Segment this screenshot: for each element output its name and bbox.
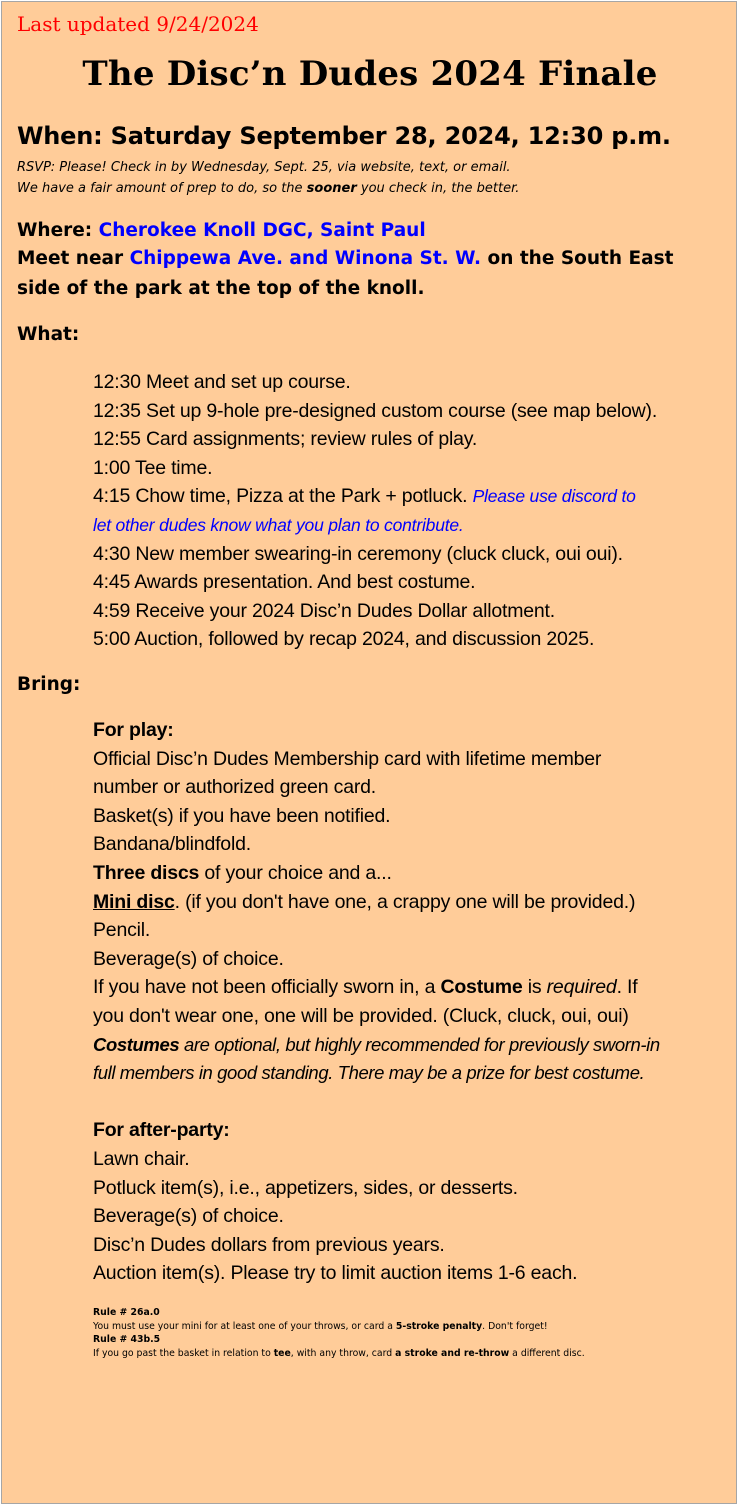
bring-item: Basket(s) if you have been notified.	[93, 804, 391, 827]
after-party-item: Disc’n Dudes dollars from previous years.	[93, 1233, 445, 1256]
rsvp-note: We have a fair amount of prep to do, so the sooner you check in, the better.	[17, 181, 520, 196]
costumes-note-cont: full members in good standing. There may be a prize for best costume.	[93, 1062, 645, 1084]
bring-item: Beverage(s) of choice.	[93, 947, 284, 970]
rsvp-line: RSVP: Please! Check in by Wednesday, Sept. 25, via website, text, or email.	[17, 160, 511, 175]
sooner-emphasis: sooner	[306, 181, 357, 196]
bring-item-discs: Three discs of your choice and a...	[93, 861, 392, 884]
location-name: Cherokee Knoll DGC, Saint Paul	[98, 220, 426, 241]
schedule-item: 12:35 Set up 9-hole pre-designed custom course (see map below).	[93, 399, 658, 422]
meet-line-2: side of the park at the top of the knoll.	[17, 278, 425, 299]
where-line: Where: Cherokee Knoll DGC, Saint Paul	[17, 220, 426, 241]
schedule-item: 4:59 Receive your 2024 Disc’n Dudes Dollar allotment.	[93, 599, 555, 622]
schedule-item: 4:30 New member swearing-in ceremony (cluck cluck, oui oui).	[93, 542, 623, 565]
schedule-item: 12:55 Card assignments; review rules of play.	[93, 428, 478, 451]
bring-item: Pencil.	[93, 919, 151, 942]
spacer	[93, 1088, 725, 1117]
after-party-heading: For after-party:	[93, 1119, 230, 1142]
bring-item: Official Disc’n Dudes Membership card with lifetime member	[93, 747, 602, 770]
schedule-item-chow: 4:15 Chow time, Pizza at the Park + potluck. Please use discord to	[93, 485, 636, 508]
last-updated: Last updated 9/24/2024	[17, 12, 259, 36]
schedule-item: 4:45 Awards presentation. And best costume.	[93, 571, 476, 594]
meet-line: Meet near Chippewa Ave. and Winona St. W. on the South East	[17, 248, 674, 269]
schedule-item: 5:00 Auction, followed by recap 2024, and discussion 2025.	[93, 628, 595, 651]
rule-heading: Rule # 43b.5	[93, 1334, 161, 1345]
rule-text: You must use your mini for at least one of your throws, or card a 5-stroke penalty. Don't forget!	[93, 1320, 548, 1332]
rules-block	[93, 1306, 585, 1360]
flyer-page	[1, 1, 737, 1504]
bring-item-mini: Mini disc. (if you don't have one, a crappy one will be provided.)	[93, 890, 636, 913]
rule-heading: Rule # 26a.0	[93, 1307, 160, 1318]
discord-note-cont: let other dudes know what you plan to contribute.	[93, 514, 464, 535]
bring-item-costume-cont: you don't wear one, one will be provided. (Cluck, cluck, oui, oui)	[93, 1004, 629, 1027]
bring-heading: Bring:	[17, 674, 81, 695]
after-party-item: Potluck item(s), i.e., appetizers, sides, or desserts.	[93, 1176, 518, 1199]
meet-streets: Chippewa Ave. and Winona St. W.	[129, 248, 482, 269]
costumes-note: Costumes are optional, but highly recommended for previously sworn-in	[93, 1033, 660, 1055]
bring-item-cont: number or authorized green card.	[93, 776, 377, 799]
after-party-item: Auction item(s). Please try to limit auction items 1-6 each.	[93, 1262, 578, 1285]
after-party-item: Beverage(s) of choice.	[93, 1205, 284, 1228]
schedule-item: 1:00 Tee time.	[93, 456, 213, 479]
bring-item-costume: If you have not been officially sworn in, a Costume is required. If	[93, 976, 638, 999]
for-play-heading: For play:	[93, 719, 174, 741]
when-line: When: Saturday September 28, 2024, 12:30 p.m.	[17, 122, 671, 150]
rule-text: If you go past the basket in relation to tee, with any throw, card a stroke and re-throw a different disc.	[93, 1347, 585, 1359]
bring-item: Bandana/blindfold.	[93, 833, 251, 856]
bring-list	[93, 716, 725, 1288]
schedule-item-chow-cont	[93, 511, 723, 540]
discord-note: Please use discord to	[472, 486, 636, 507]
what-heading: What:	[17, 324, 80, 345]
schedule-item: 12:30 Meet and set up course.	[93, 371, 351, 393]
page-title: The Disc’n Dudes 2024 Finale	[82, 54, 658, 94]
schedule-list	[93, 368, 723, 654]
after-party-item: Lawn chair.	[93, 1147, 190, 1170]
